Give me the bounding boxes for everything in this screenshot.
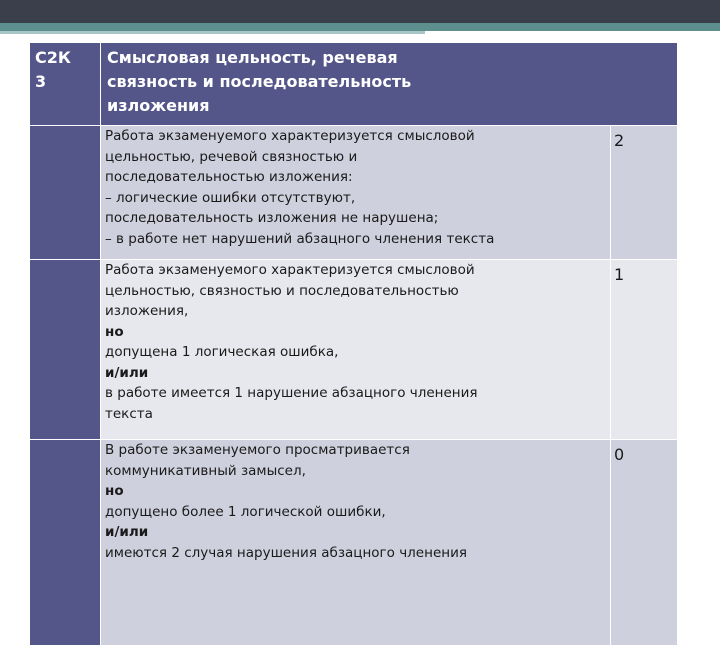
accent-strip	[0, 23, 720, 31]
criterion-code-line: 3	[35, 72, 47, 91]
criteria-table	[29, 42, 678, 646]
table-row	[30, 126, 678, 260]
description-line: изложения,	[105, 303, 189, 319]
row-description	[101, 440, 611, 646]
row-score: 0	[611, 440, 678, 646]
row-code-cell	[30, 260, 101, 440]
description-line: текста	[105, 405, 153, 422]
table-row	[30, 260, 678, 440]
row-description	[101, 126, 611, 260]
accent-strip-light	[0, 31, 425, 34]
criterion-title-line: изложения	[107, 96, 210, 115]
top-decor-bar	[0, 0, 720, 23]
criterion-code-line: С2К	[35, 48, 71, 67]
description-line: и/или	[105, 364, 149, 381]
description-line: Работа экзаменуемого характеризуется смысловой	[105, 128, 475, 144]
description-line: цельностью, связностью и последовательностью	[105, 282, 459, 299]
description-line: и/или	[105, 524, 149, 540]
description-line: но	[105, 483, 124, 499]
table-row	[30, 440, 678, 646]
row-code-cell	[30, 440, 101, 646]
description-line: В работе экзаменуемого просматривается	[105, 442, 410, 458]
description-line: Работа экзаменуемого характеризуется смысловой	[105, 262, 475, 278]
criterion-title-line: связность и последовательность	[107, 72, 412, 91]
row-description	[101, 260, 611, 440]
description-line: в работе имеется 1 нарушение абзацного членения	[105, 385, 478, 401]
description-line: коммуникативный замысел,	[105, 462, 306, 479]
table-header-row	[30, 43, 678, 126]
description-line: – в работе нет нарушений абзацного членения текста	[105, 230, 495, 247]
description-line: допущена 1 логическая ошибка,	[105, 344, 339, 360]
criterion-code	[30, 43, 101, 126]
criterion-title-line: Смысловая цельность, речевая	[107, 48, 398, 67]
row-code-cell	[30, 126, 101, 260]
description-line: но	[105, 323, 124, 340]
description-line: имеются 2 случая нарушения абзацного членения	[105, 544, 467, 561]
description-line: последовательностью изложения:	[105, 169, 353, 185]
description-line: – логические ошибки отсутствуют,	[105, 189, 356, 206]
row-score: 1	[611, 260, 678, 440]
description-line: допущено более 1 логической ошибки,	[105, 503, 386, 520]
description-line: последовательность изложения не нарушена;	[105, 210, 439, 226]
criterion-title	[101, 43, 678, 126]
description-line: цельностью, речевой связностью и	[105, 148, 358, 165]
row-score: 2	[611, 126, 678, 260]
